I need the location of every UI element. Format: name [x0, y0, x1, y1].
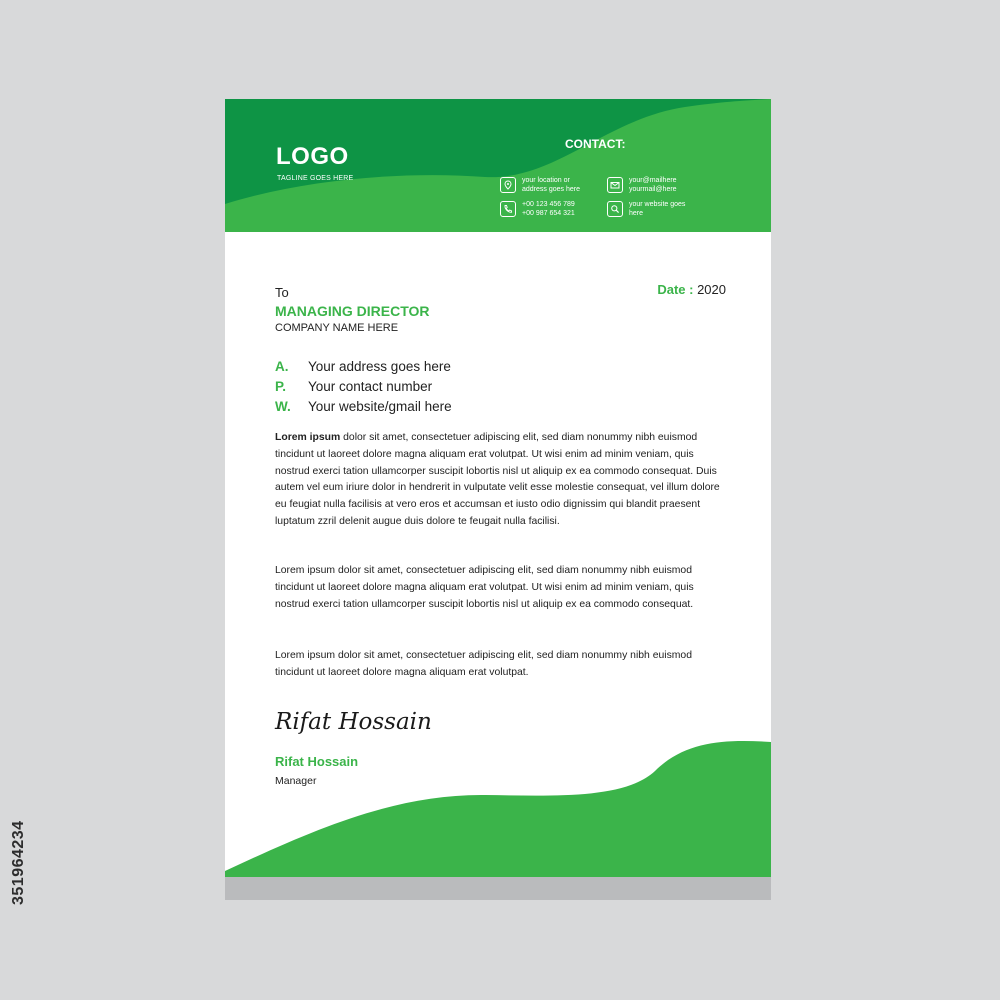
- mail-line-2: yourmail@here: [629, 186, 677, 193]
- to-label: To: [275, 285, 289, 300]
- address-row: [275, 356, 452, 376]
- website-line-2: here: [629, 210, 644, 217]
- signer-name: Rifat Hossain: [275, 754, 359, 769]
- tagline: TAGLINE GOES HERE: [277, 175, 354, 182]
- date: [657, 282, 726, 297]
- handwritten-signature: Rifat Hossain: [275, 709, 432, 735]
- date-value: 2020: [697, 282, 726, 297]
- signer-title: Manager: [275, 775, 317, 787]
- search-icon: [607, 201, 623, 217]
- phone-icon: [500, 201, 516, 217]
- phone-row: [275, 376, 452, 396]
- location-line-1: your location or: [522, 177, 570, 184]
- recipient-role: MANAGING DIRECTOR: [275, 303, 430, 319]
- contact-location: [500, 176, 580, 194]
- phone-value: Your contact number: [308, 378, 433, 394]
- address-value: Your address goes here: [308, 358, 451, 374]
- phone-key: P.: [275, 378, 287, 394]
- phone-line-1: +00 123 456 789: [522, 201, 575, 208]
- recipient-company: COMPANY NAME HERE: [275, 322, 399, 334]
- website-key: W.: [275, 398, 291, 414]
- mail-line-1: your@mailhere: [629, 177, 677, 184]
- body-paragraph-3: Lorem ipsum dolor sit amet, consectetuer adipiscing elit, sed diam nonummy nibh euismod tincidunt ut laoreet dolore magna aliquam erat volutpat.: [275, 650, 692, 678]
- paragraph-lead: Lorem ipsum: [275, 432, 341, 443]
- address-block: [275, 356, 452, 416]
- location-line-2: address goes here: [522, 186, 580, 193]
- stock-id: 351964234: [10, 820, 27, 905]
- letterhead-page: [225, 99, 771, 877]
- body-paragraph-2: Lorem ipsum dolor sit amet, consectetuer adipiscing elit, sed diam nonummy nibh euismod tincidunt ut laoreet dolore magna aliquam erat volutpat. Ut wisi enim ad minim veniam, quis nostrud exerci tation ullamcorper suscipit lobortis nisl ut aliquip ex ea commodo consequat.: [275, 565, 694, 610]
- logo: LOGO: [276, 143, 349, 170]
- phone-line-2: +00 987 654 321: [522, 210, 575, 217]
- date-label: Date :: [657, 282, 694, 297]
- location-pin-icon: [500, 177, 516, 193]
- address-key: A.: [275, 358, 289, 374]
- paragraph-1-text: dolor sit amet, consectetuer adipiscing elit, sed diam nonummy nibh euismod tincidunt ut laoreet dolore magna aliquam erat volutpat. Ut wisi enim ad minim veniam, quis nostrud exerci tation ullamcorper suscipit lobortis nisl ut aliquip ex ea commodo consequat. Duis autem vel eum iriure dolor in hendrerit in vulputate velit esse molestie consequat, vel illum dolore eu feugiat nulla facilisis at vero eros et accumsan et iusto odio dignissim qui blandit praesent luptatum zzril delenit augue duis dolore te feugait nulla facilisi.: [275, 432, 720, 527]
- website-line-1: your website goes: [629, 201, 686, 208]
- envelope-icon: [607, 177, 623, 193]
- website-value: Your website/gmail here: [308, 398, 452, 414]
- contact-title: CONTACT:: [565, 137, 626, 151]
- contact-mail: [607, 176, 677, 194]
- contact-website: [607, 200, 685, 218]
- contact-phone: [500, 200, 575, 218]
- website-row: [275, 396, 452, 416]
- body-paragraph-1: [275, 430, 720, 531]
